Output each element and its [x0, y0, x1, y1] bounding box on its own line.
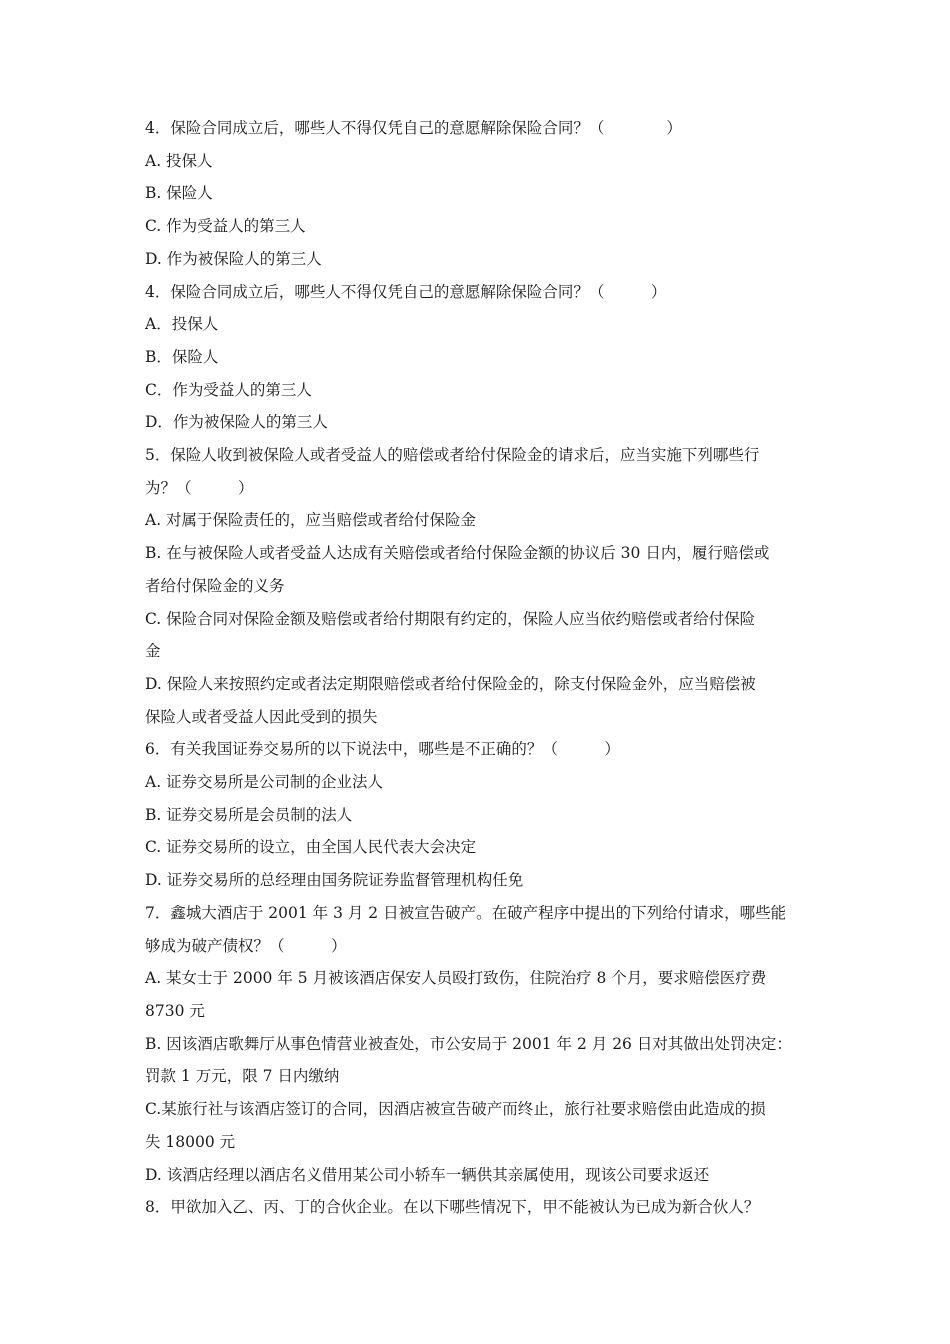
option-c-line-1: C. 保险合同对保险金额及赔偿或者给付期限有约定的，保险人应当依约赔偿或者给付保险 — [145, 609, 756, 628]
option-a-line-1: A. 某女士于 2000 年 5 月被该酒店保安人员殴打致伤，住院治疗 8 个月，要求赔偿医疗费 — [145, 969, 767, 988]
option-d: D. 证券交易所的总经理由国务院证券监督管理机构任免 — [145, 871, 524, 890]
question-4-repeat-text: 4．保险合同成立后，哪些人不得仅凭自己的意愿解除保险合同？（ ） — [145, 282, 667, 301]
question-7-text-line-1: 7．鑫城大酒店于 2001 年 3 月 2 日被宣告破产。在破产程序中提出的下列给付请求，哪些能 — [145, 903, 787, 922]
option-b: B．保险人 — [145, 347, 219, 366]
option-a-line-2: 8730 元 — [145, 1001, 205, 1020]
option-c-line-2: 失 18000 元 — [145, 1132, 236, 1151]
question-4-text: 4．保险合同成立后，哪些人不得仅凭自己的意愿解除保险合同？（ ） — [145, 119, 682, 137]
option-b: B. 保险人 — [145, 184, 213, 203]
question-5-text-line-2: 为？（ ） — [145, 478, 254, 497]
option-c-line-1: C.某旅行社与该酒店签订的合同，因酒店被宣告破产而终止，旅行社要求赔偿由此造成的损 — [145, 1100, 766, 1119]
option-b-line-2: 罚款 1 万元，限 7 日内缴纳 — [145, 1067, 340, 1086]
option-d-line-2: 保险人或者受益人因此受到的损失 — [145, 707, 378, 726]
option-b: B. 证券交易所是会员制的法人 — [145, 805, 353, 824]
option-c-line-2: 金 — [145, 642, 161, 661]
option-d-line-1: D. 保险人来按照约定或者法定期限赔偿或者给付保险金的，除支付保险金外，应当赔偿被 — [145, 674, 756, 693]
option-d: D. 作为被保险人的第三人 — [145, 249, 322, 268]
option-c: C．作为受益人的第三人 — [145, 380, 312, 399]
question-5-text-line-1: 5．保险人收到被保险人或者受益人的赔偿或者给付保险金的请求后，应当实施下列哪些行 — [145, 446, 760, 465]
option-a: A．投保人 — [145, 315, 219, 334]
option-c: C. 作为受益人的第三人 — [145, 217, 306, 236]
option-b-line-1: B. 因该酒店歌舞厅从事色情营业被查处，市公安局于 2001 年 2 月 26 日对其做出处罚决定： — [145, 1034, 792, 1053]
option-b-line-1: B. 在与被保险人或者受益人达成有关赔偿或者给付保险金额的协议后 30 日内，履行赔偿或 — [145, 544, 770, 563]
option-a: A. 投保人 — [145, 151, 213, 170]
question-8-text: 8．甲欲加入乙、丙、丁的合伙企业。在以下哪些情况下，甲不能被认为已成为新合伙人？ — [145, 1198, 760, 1217]
option-b-line-2: 者给付保险金的义务 — [145, 576, 285, 595]
question-6-text: 6．有关我国证券交易所的以下说法中，哪些是不正确的？（ ） — [145, 740, 620, 759]
option-d: D．作为被保险人的第三人 — [145, 413, 328, 432]
option-a: A. 对属于保险责任的，应当赔偿或者给付保险金 — [145, 511, 477, 530]
option-d: D. 该酒店经理以酒店名义借用某公司小轿车一辆供其亲属使用，现该公司要求返还 — [145, 1165, 710, 1184]
question-7-text-line-2: 够成为破产债权？（ ） — [145, 936, 347, 955]
option-c: C. 证券交易所的设立，由全国人民代表大会决定 — [145, 838, 477, 857]
document-body — [145, 112, 810, 1224]
option-a: A. 证券交易所是公司制的企业法人 — [145, 773, 384, 792]
